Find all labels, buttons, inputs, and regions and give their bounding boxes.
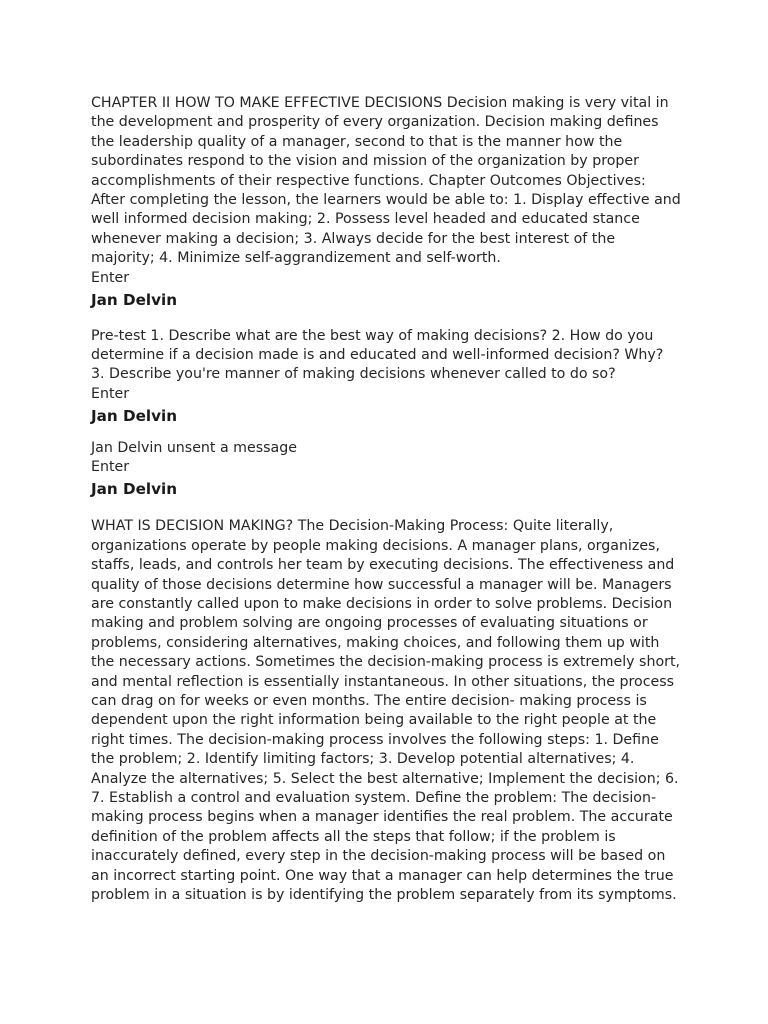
sender-name: Jan Delvin — [91, 480, 178, 499]
message-text-chapter-intro: CHAPTER II HOW TO MAKE EFFECTIVE DECISIONS Decision making is very vital in the development and prosperity of every organization. Decision making defines the leadership quality of a manager, second to that is the manner how the subordinates respond to the vision and mission of the organization by proper accomplishments of their respective functions. Chapter Outcomes Objectives: After completing the lesson, the learners would be able to: 1. Display effective and well informed decision making; 2. Possess level headed and educated stance whenever making a decision; 3. Always decide for the best interest of the majority; 4. Minimize self-aggrandizement and self-worth. — [91, 95, 681, 267]
document-page — [91, 94, 681, 905]
enter-label: Enter — [91, 459, 130, 476]
message-text-pretest: Pre-test 1. Describe what are the best way of making decisions? 2. How do you determine if a decision made is and educated and well-informed decision? Why? 3. Describe you're manner of making decisions whenever called to do so? — [91, 327, 664, 383]
message-text-decision-making: WHAT IS DECISION MAKING? The Decision-Making Process: Quite literally, organizations operate by people making decisions. A manager plans, organizes, staffs, leads, and controls her team by executing decisions. The effectiveness and quality of those decisions determine how successful a manager will be. Managers are constantly called upon to make decisions in order to solve problems. Decision making and problem solving are ongoing processes of evaluating situations or problems, considering alternatives, making choices, and following them up with the necessary actions. Sometimes the decision-making process is extremely short, and mental reflection is essentially instantaneous. In other situations, the process can drag on for weeks or even months. The entire decision- making process is dependent upon the right information being available to the right people at the right times. The decision-making process involves the following steps: 1. Define the problem; 2. Identify limiting factors; 3. Develop potential alternatives; 4. Analyze the alternatives; 5. Select the best alternative; Implement the decision; 6. 7. Establish a control and evaluation system. Define the problem: The decision-making process begins when a manager identifies the real problem. The accurate definition of the problem affects all the steps that follow; if the problem is inaccurately defined, every step in the decision-making process will be based on an incorrect starting point. One way that a manager can help determines the true problem in a situation is by identifying the problem separately from its symptoms. — [91, 518, 681, 903]
message-spacer — [91, 311, 681, 327]
sender-name: Jan Delvin — [91, 406, 178, 425]
message-spacer — [91, 427, 681, 439]
sender-name: Jan Delvin — [91, 290, 178, 309]
message-text-unsent: Jan Delvin unsent a message — [91, 439, 297, 456]
enter-label: Enter — [91, 269, 130, 286]
message-spacer — [91, 500, 681, 517]
enter-label: Enter — [91, 385, 130, 402]
